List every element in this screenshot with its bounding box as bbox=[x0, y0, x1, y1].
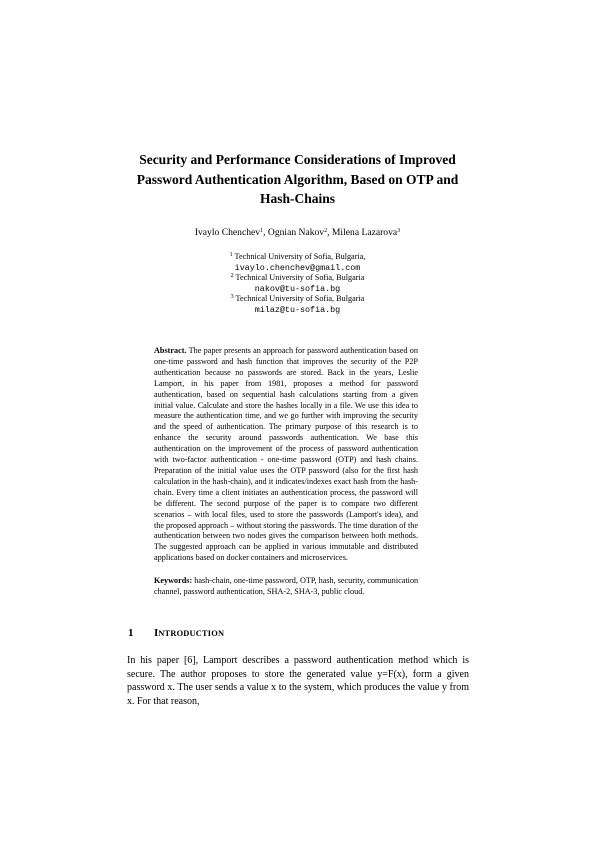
body-paragraph bbox=[127, 654, 469, 708]
author-affil-mark: 2 bbox=[324, 228, 328, 234]
author-list: Ivaylo Chenchev$^1$, Ognian Nakov$^2$, Milena Lazarova$^3$ bbox=[194, 227, 401, 238]
affil-org: Technical University of Sofia, Bulgaria bbox=[235, 294, 365, 304]
title-line: Password Authentication Algorithm, Based on OTP and bbox=[136, 171, 459, 187]
title-line: Security and Performance Considerations of Improved bbox=[139, 152, 456, 167]
paragraph-text: In his paper [6], Lamport describes a password authentication method which is secure. The author proposes to store the generated value y=F(x), form a given password x. The user sends a value x to the system, which produces the value y from x. For that reason, bbox=[127, 655, 469, 707]
abstract-text: The paper presents an approach for password authentication based on one-time password and hash function that improves the security of the P2P authentication because no passwords are stored. Back in the years, Leslie Lamport, in his paper from 1981, proposes a method for password authentication, based on sequential hash calculations starting from a given initial value. Calculate and store the hashes locally in a file. We use this idea to measure the authentication time, and we go further with improving the security and the speed of authentication. The primary purpose of this research is to enhance the security around passwords authentication. We base this authentication on the improvement of the process of password authentication with two-factor authentication - one-time password (OTP) and hash chains. Preparation of the initial value uses the OTP password (also for the first hash calculation in the hash-chain), and it indicates/indexes exact hash from the hash-chain. Every time a client initiates an authentication process, the password will be different. The second purpose of the paper is to compare two different scenarios – with local files, used to store the passwords (Lamport's idea), and the proposed approach – without storing the passwords. The time duration of the authentication between two nodes gives the comparison between both methods. The suggested approach can be applied in various immutable and distributed applications based on docker containers and microservices. bbox=[154, 346, 418, 563]
affil-mark: 1 bbox=[229, 252, 233, 258]
affiliation-line bbox=[0, 294, 595, 305]
paper-title bbox=[120, 150, 475, 209]
affiliation-line bbox=[0, 252, 595, 263]
keywords-label: Keywords: bbox=[154, 576, 193, 585]
affil-mark: 2 bbox=[230, 273, 234, 280]
keywords-text: hash-chain, one-time password, OTP, hash, security, communication channel, password authentication, SHA-2, SHA-3, public cloud. bbox=[154, 576, 419, 596]
affil-org: Technical University of Sofia, Bulgaria bbox=[235, 273, 365, 283]
title-line: Hash-Chains bbox=[259, 191, 336, 206]
affil-mark: 3 bbox=[230, 294, 234, 301]
abstract bbox=[154, 346, 418, 564]
affil-email[interactable]: milaz@tu-sofia.bg bbox=[254, 304, 341, 315]
abstract-label: Abstract. bbox=[154, 346, 187, 355]
section-heading-rest: NTRODUCTION bbox=[158, 629, 225, 638]
affil-org: Technical University of Sofia, Bulgaria, bbox=[234, 252, 366, 261]
author-name: Ivaylo Chenchev bbox=[194, 227, 261, 238]
keywords bbox=[154, 576, 424, 598]
affil-email[interactable]: nakov@tu-sofia.bg bbox=[254, 283, 341, 294]
author-affil-mark: 1 bbox=[260, 228, 264, 234]
affiliations bbox=[0, 252, 595, 316]
section-number: 1 bbox=[128, 627, 134, 639]
author-name: Ognian Nakov bbox=[267, 227, 325, 238]
affil-email[interactable]: ivaylo.chenchev@gmail.com bbox=[234, 262, 361, 273]
author-name: Milena Lazarova bbox=[331, 227, 398, 238]
section-heading-initial: I bbox=[154, 627, 159, 639]
author-affil-mark: 3 bbox=[397, 228, 401, 234]
section-heading bbox=[128, 627, 224, 639]
affiliation-line bbox=[0, 273, 595, 284]
